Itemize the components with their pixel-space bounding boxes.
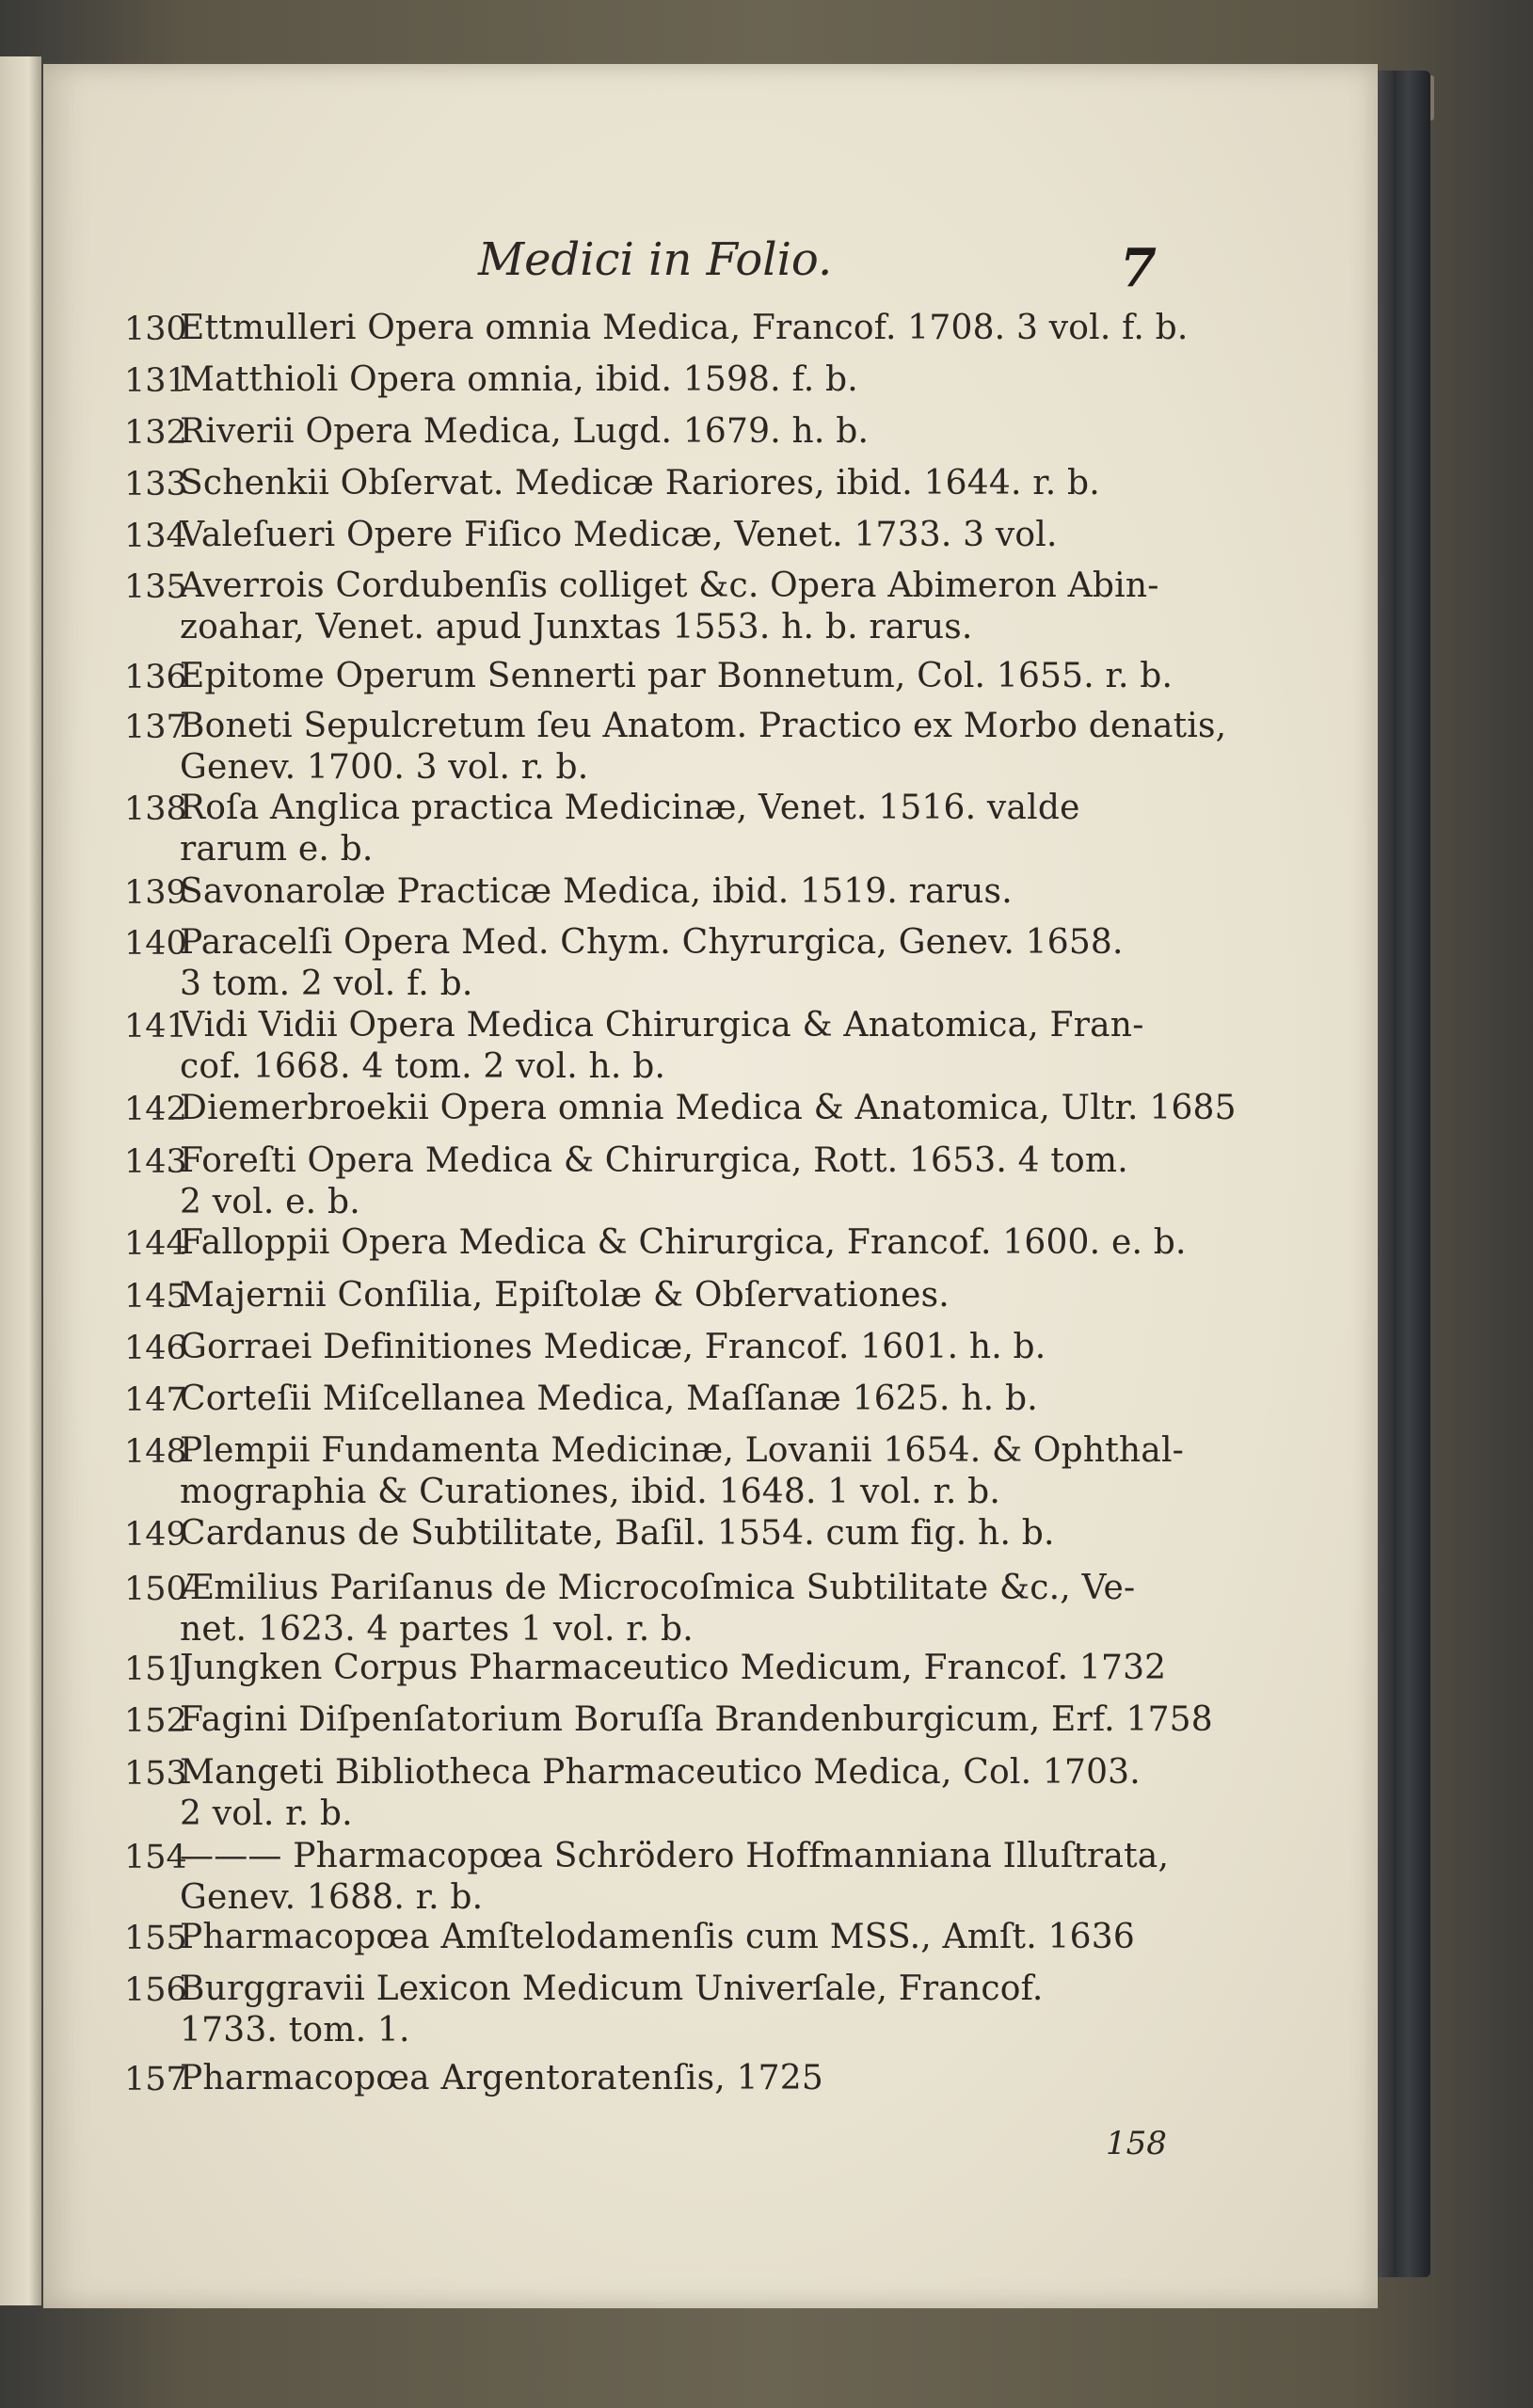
entry-text: Falloppii Opera Medica & Chirurgica, Francof. 1600. e. b. — [180, 1223, 1187, 1262]
entry-number: 157 — [124, 2061, 187, 2098]
entry-number: 143 — [124, 1143, 187, 1181]
entry-number: 152 — [124, 1702, 187, 1740]
running-header: Medici in Folio. — [478, 233, 833, 286]
entry-text: Foreſti Opera Medica & Chirurgica, Rott. 1653. 4 tom. — [180, 1141, 1128, 1180]
entry-text: Valeſueri Opere Fiſico Medicæ, Venet. 1733. 3 vol. — [180, 516, 1058, 554]
entry-number: 146 — [124, 1330, 187, 1367]
entry-text: Riverii Opera Medica, Lugd. 1679. h. b. — [180, 412, 870, 451]
entry-text: Averrois Cordubenſis colliget &c. Opera Abimeron Abin- — [180, 566, 1159, 605]
entry-text: Pharmacopœa Amſtelodamenſis cum MSS., Amſt. 1636 — [180, 1918, 1135, 1956]
entry-number: 154 — [124, 1839, 187, 1876]
entry-number: 130 — [124, 311, 187, 348]
entry-number: 137 — [124, 709, 187, 746]
entry-number: 136 — [124, 659, 187, 696]
entry-number: 144 — [124, 1225, 187, 1263]
entry-number: 155 — [124, 1920, 187, 1957]
entry-number: 138 — [124, 790, 187, 828]
entry-number: 134 — [124, 518, 187, 555]
entry-number: 150 — [124, 1571, 187, 1608]
entry-number: 142 — [124, 1091, 187, 1128]
entry-number: 132 — [124, 414, 187, 452]
entry-number: 145 — [124, 1278, 187, 1316]
page-number: 7 — [1120, 237, 1157, 299]
entry-text: Vidi Vidii Opera Medica Chirurgica & Anatomica, Fran- — [180, 1006, 1144, 1045]
entry-text-continuation: net. 1623. 4 partes 1 vol. r. b. — [180, 1610, 694, 1649]
entry-text: Cardanus de Subtilitate, Baſil. 1554. cum fig. h. b. — [180, 1514, 1055, 1553]
entry-text: Schenkii Obſervat. Medicæ Rariores, ibid. 1644. r. b. — [180, 464, 1100, 502]
entry-text: Boneti Sepulcretum ſeu Anatom. Practico ex Morbo denatis, — [180, 707, 1227, 745]
entry-text-continuation: 1733. tom. 1. — [180, 2011, 410, 2049]
entry-text-continuation: cof. 1668. 4 tom. 2 vol. h. b. — [180, 1047, 666, 1086]
entry-text: Fagini Diſpenſatorium Boruſſa Brandenburgicum, Erf. 1758 — [180, 1700, 1213, 1739]
entry-text: Corteſii Miſcellanea Medica, Maſſanæ 1625. h. b. — [180, 1379, 1038, 1418]
entry-text: Epitome Operum Sennerti par Bonnetum, Col. 1655. r. b. — [180, 657, 1174, 695]
entry-number: 139 — [124, 874, 187, 912]
entry-text: Mangeti Bibliotheca Pharmaceutico Medica, Col. 1703. — [180, 1753, 1141, 1792]
entry-text: Ettmulleri Opera omnia Medica, Francof. 1708. 3 vol. f. b. — [180, 309, 1189, 347]
entry-number: 151 — [124, 1651, 187, 1688]
entry-text: Diemerbroekii Opera omnia Medica & Anatomica, Ultr. 1685 — [180, 1089, 1237, 1127]
entry-text: Jungken Corpus Pharmaceutico Medicum, Francof. 1732 — [180, 1649, 1167, 1687]
entry-text: Pharmacopœa Argentoratenſis, 1725 — [180, 2059, 823, 2097]
entry-number: 141 — [124, 1008, 187, 1045]
entry-text-continuation: zoahar, Venet. apud Junxtas 1553. h. b. rarus. — [180, 608, 973, 646]
entry-text: Burggravii Lexicon Medicum Univerſale, Francof. — [180, 1969, 1044, 2008]
entry-number: 131 — [124, 362, 187, 400]
entry-text: Plempii Fundamenta Medicinæ, Lovanii 1654. & Ophthal- — [180, 1431, 1185, 1470]
entry-number: 135 — [124, 568, 187, 606]
entry-text-continuation: 3 tom. 2 vol. f. b. — [180, 965, 473, 1003]
entry-text: Gorraei Definitiones Medicæ, Francof. 1601. h. b. — [180, 1328, 1046, 1366]
entry-number: 153 — [124, 1755, 187, 1793]
entry-number: 140 — [124, 925, 187, 963]
entry-number: 147 — [124, 1381, 187, 1419]
entry-text: Æmilius Pariſanus de Microcoſmica Subtilitate &c., Ve- — [180, 1569, 1136, 1607]
entry-text: Savonarolæ Practicæ Medica, ibid. 1519. rarus. — [180, 872, 1013, 911]
entry-text-continuation: Genev. 1700. 3 vol. r. b. — [180, 748, 589, 787]
entry-text: Paracelſi Opera Med. Chym. Chyrurgica, Genev. 1658. — [180, 923, 1124, 962]
entry-number: 133 — [124, 466, 187, 503]
entry-number: 149 — [124, 1516, 187, 1554]
entry-text-continuation: Genev. 1688. r. b. — [180, 1878, 484, 1917]
entry-text: Majernii Conſilia, Epiſtolæ & Obſervationes. — [180, 1276, 950, 1315]
entry-text-continuation: rarum e. b. — [180, 830, 374, 869]
entry-text-continuation: 2 vol. e. b. — [180, 1183, 360, 1221]
entry-number: 156 — [124, 1971, 187, 2009]
entry-text: ——— Pharmacopœa Schrödero Hoffmanniana Illuſtrata, — [180, 1837, 1170, 1875]
entry-text: Roſa Anglica practica Medicinæ, Venet. 1516. valde — [180, 789, 1080, 827]
entry-text: Matthioli Opera omnia, ibid. 1598. f. b. — [180, 360, 858, 399]
catchword: 158 — [1106, 2125, 1167, 2162]
entry-text-continuation: mographia & Curationes, ibid. 1648. 1 vol. r. b. — [180, 1473, 1001, 1511]
entry-number: 148 — [124, 1433, 187, 1471]
entry-text-continuation: 2 vol. r. b. — [180, 1794, 353, 1833]
